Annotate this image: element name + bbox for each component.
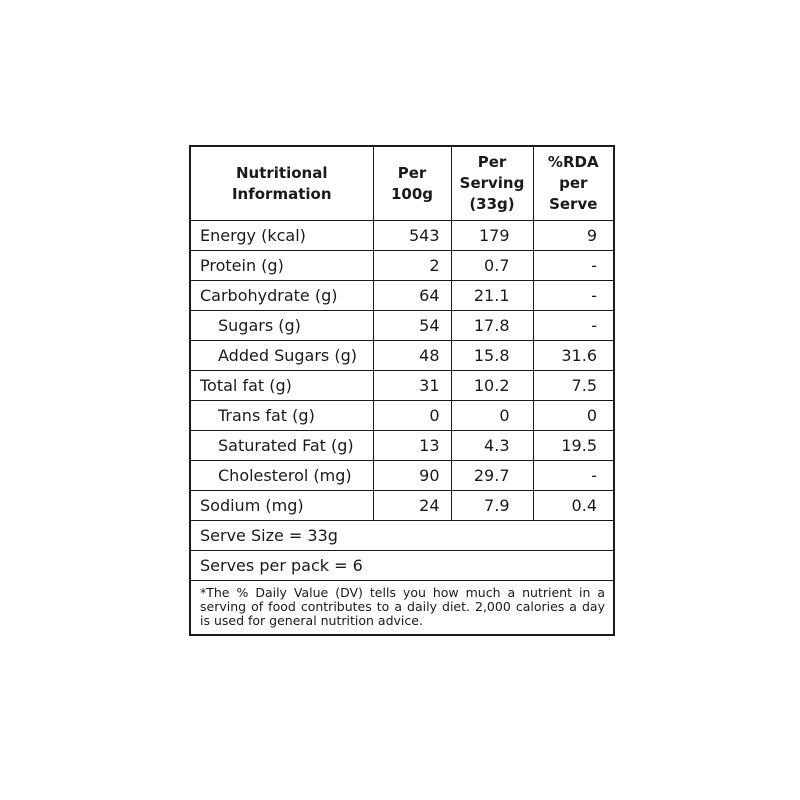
table-row xyxy=(190,431,614,461)
per-100g-value: 13 xyxy=(373,431,451,461)
rda-value: 0.4 xyxy=(533,491,614,521)
header-rda: %RDA per Serve xyxy=(533,146,614,221)
header-per-100g: Per 100g xyxy=(373,146,451,221)
footnote-row xyxy=(190,581,614,636)
serves-per-pack-row xyxy=(190,551,614,581)
per-serving-value: 0.7 xyxy=(451,251,533,281)
rda-value: 19.5 xyxy=(533,431,614,461)
table-row xyxy=(190,251,614,281)
nutrient-label: Saturated Fat (g) xyxy=(190,431,373,461)
nutrient-label: Trans fat (g) xyxy=(190,401,373,431)
nutrition-panel xyxy=(189,145,615,636)
per-serving-value: 7.9 xyxy=(451,491,533,521)
serves-per-pack: Serves per pack = 6 xyxy=(190,551,614,581)
per-serving-value: 21.1 xyxy=(451,281,533,311)
nutrient-label: Energy (kcal) xyxy=(190,221,373,251)
nutrient-label: Added Sugars (g) xyxy=(190,341,373,371)
table-row xyxy=(190,461,614,491)
nutrient-rows xyxy=(190,221,614,521)
per-serving-value: 17.8 xyxy=(451,311,533,341)
nutrient-label: Total fat (g) xyxy=(190,371,373,401)
rda-value: - xyxy=(533,461,614,491)
rda-value: 7.5 xyxy=(533,371,614,401)
per-100g-value: 2 xyxy=(373,251,451,281)
per-serving-value: 0 xyxy=(451,401,533,431)
nutrient-label: Sugars (g) xyxy=(190,311,373,341)
nutrient-label: Protein (g) xyxy=(190,251,373,281)
rda-value: 31.6 xyxy=(533,341,614,371)
table-row xyxy=(190,401,614,431)
table-row xyxy=(190,341,614,371)
per-100g-value: 31 xyxy=(373,371,451,401)
per-100g-value: 54 xyxy=(373,311,451,341)
per-100g-value: 90 xyxy=(373,461,451,491)
header-per-serving: Per Serving (33g) xyxy=(451,146,533,221)
per-100g-value: 64 xyxy=(373,281,451,311)
footnote: *The % Daily Value (DV) tells you how much a nutrient in a serving of food contributes to a daily diet. 2,000 calories a day is used for general nutrition advice. xyxy=(190,581,614,636)
per-100g-value: 48 xyxy=(373,341,451,371)
serve-size: Serve Size = 33g xyxy=(190,521,614,551)
table-row xyxy=(190,371,614,401)
nutrient-label: Cholesterol (mg) xyxy=(190,461,373,491)
header-row xyxy=(190,146,614,221)
table-row xyxy=(190,491,614,521)
rda-value: - xyxy=(533,311,614,341)
per-serving-value: 29.7 xyxy=(451,461,533,491)
per-serving-value: 15.8 xyxy=(451,341,533,371)
per-serving-value: 10.2 xyxy=(451,371,533,401)
rda-value: 9 xyxy=(533,221,614,251)
per-100g-value: 0 xyxy=(373,401,451,431)
per-serving-value: 179 xyxy=(451,221,533,251)
per-serving-value: 4.3 xyxy=(451,431,533,461)
per-100g-value: 543 xyxy=(373,221,451,251)
rda-value: - xyxy=(533,251,614,281)
header-nutrient: Nutritional Information xyxy=(190,146,373,221)
table-row xyxy=(190,311,614,341)
serve-size-row xyxy=(190,521,614,551)
nutrient-label: Sodium (mg) xyxy=(190,491,373,521)
table-row xyxy=(190,281,614,311)
rda-value: 0 xyxy=(533,401,614,431)
nutrition-table xyxy=(189,145,615,636)
nutrient-label: Carbohydrate (g) xyxy=(190,281,373,311)
table-row xyxy=(190,221,614,251)
rda-value: - xyxy=(533,281,614,311)
per-100g-value: 24 xyxy=(373,491,451,521)
